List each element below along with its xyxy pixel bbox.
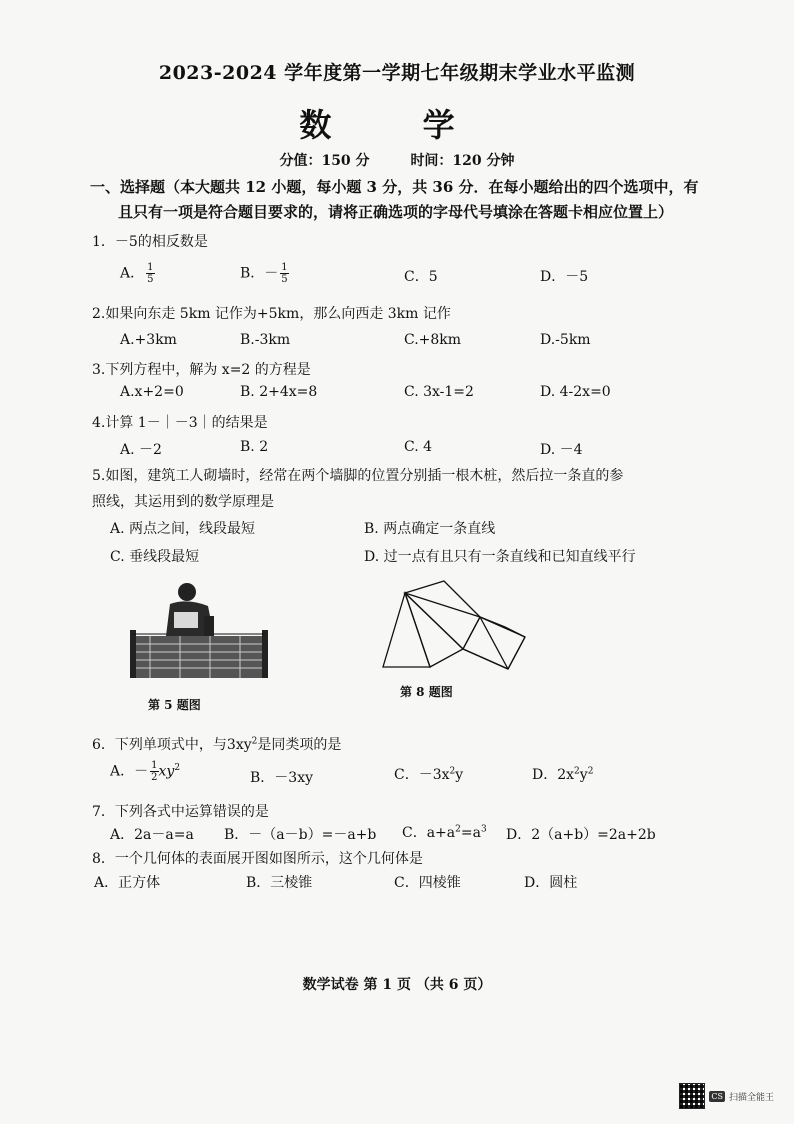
- q8-option-c: C．四棱锥: [394, 875, 461, 891]
- q7-option-c: C．$a+a^2=a^3$: [402, 824, 487, 841]
- q4-option-b: B. 2: [240, 439, 269, 455]
- q1-option-a: A． $\frac{1}{5}$: [120, 262, 154, 285]
- q8-stem: 8．一个几何体的表面展开图如图所示，这个几何体是: [92, 851, 423, 867]
- q3-option-b: B. 2+4x=8: [240, 384, 318, 400]
- exam-meta: [0, 150, 794, 170]
- section-heading-line1: 一、选择题（本大题共 12 小题，每小题 3 分，共 36 分．在每小题给出的四个选项中，有: [90, 178, 699, 196]
- q3-option-d: D. 4-2x=0: [540, 384, 611, 400]
- q1-option-c: C．5: [404, 269, 438, 285]
- figure-8-diagram: [380, 575, 530, 671]
- score-label: 分值：150 分: [279, 153, 370, 169]
- q5-option-d: D. 过一点有且只有一条直线和已知直线平行: [364, 549, 636, 565]
- section-heading-line2: 且只有一项是符合题目要求的，请将正确选项的字母代号填涂在答题卡相应位置上）: [118, 203, 674, 221]
- q8-option-b: B．三棱锥: [246, 875, 313, 891]
- scanner-watermark: [679, 1083, 774, 1109]
- q2-option-d: D.-5km: [540, 332, 591, 348]
- q6-option-d: D．$2x^2y^2$: [532, 766, 594, 783]
- fraction: $\frac{1}{5}$: [147, 262, 154, 285]
- q6-option-b: B．－3xy: [250, 770, 313, 786]
- q5-stem-line2: 照线，其运用到的数学原理是: [92, 494, 274, 510]
- time-label: 时间：120 分钟: [410, 153, 515, 169]
- q6-stem: 6．下列单项式中，与$3xy^2$是同类项的是: [92, 736, 342, 753]
- fraction: $\frac{1}{2}$: [151, 760, 158, 783]
- q1-stem: 1．－5的相反数是: [92, 234, 208, 250]
- q4-stem: 4.计算 1－｜－3｜的结果是: [92, 415, 268, 431]
- q5-option-c: C. 垂线段最短: [110, 549, 200, 565]
- page-footer: 数学试卷 第 1 页 （共 6 页）: [302, 977, 492, 993]
- q8-option-d: D．圆柱: [524, 875, 578, 891]
- q4-option-c: C. 4: [404, 439, 433, 455]
- q3-option-c: C. 3x-1=2: [404, 384, 474, 400]
- subject-title: 数 学: [299, 106, 495, 144]
- q7-option-a: A．2a－a=a: [110, 827, 194, 843]
- scanner-logo-icon: CS: [711, 1091, 723, 1101]
- q4-option-d: D. －4: [540, 442, 583, 458]
- q3-stem: 3.下列方程中，解为 x=2 的方程是: [92, 362, 311, 378]
- q2-option-c: C.+8km: [404, 332, 462, 348]
- qr-code-icon: [679, 1083, 705, 1109]
- exam-title: 2023-2024 学年度第一学期七年级期末学业水平监测: [158, 62, 636, 84]
- fraction: $\frac{1}{5}$: [281, 262, 288, 285]
- q7-option-d: D．2（a+b）=2a+2b: [506, 827, 656, 843]
- q5-stem-line1: 5.如图，建筑工人砌墙时，经常在两个墙脚的位置分别插一根木桩，然后拉一条直的参: [92, 468, 624, 484]
- q6-option-c: C．$-3x^2y$: [394, 766, 464, 783]
- q2-option-a: A.+3km: [120, 332, 177, 348]
- q7-stem: 7．下列各式中运算错误的是: [92, 804, 269, 820]
- q1-option-d: D．－5: [540, 269, 589, 285]
- q2-option-b: B.-3km: [240, 332, 291, 348]
- q6-option-a: A．－ $\frac{1}{2}$ $xy^2$: [110, 760, 181, 783]
- figure-8-caption: 第 8 题图: [400, 685, 453, 699]
- q5-option-a: A. 两点之间，线段最短: [110, 521, 256, 537]
- q8-option-a: A．正方体: [94, 875, 161, 891]
- q3-option-a: A.x+2=0: [120, 384, 184, 400]
- figure-5-caption: 第 5 题图: [148, 698, 201, 712]
- q1-option-b: B．－ $\frac{1}{5}$: [240, 262, 288, 285]
- q7-option-b: B．－（a－b）=－a+b: [224, 827, 377, 843]
- q5-option-b: B. 两点确定一条直线: [364, 521, 496, 537]
- scanner-name: 扫描全能王: [728, 1092, 774, 1103]
- q2-stem: 2.如果向东走 5km 记作为+5km，那么向西走 3km 记作: [92, 306, 451, 322]
- q4-option-a: A. －2: [120, 442, 162, 458]
- figure-5-image: [130, 578, 270, 683]
